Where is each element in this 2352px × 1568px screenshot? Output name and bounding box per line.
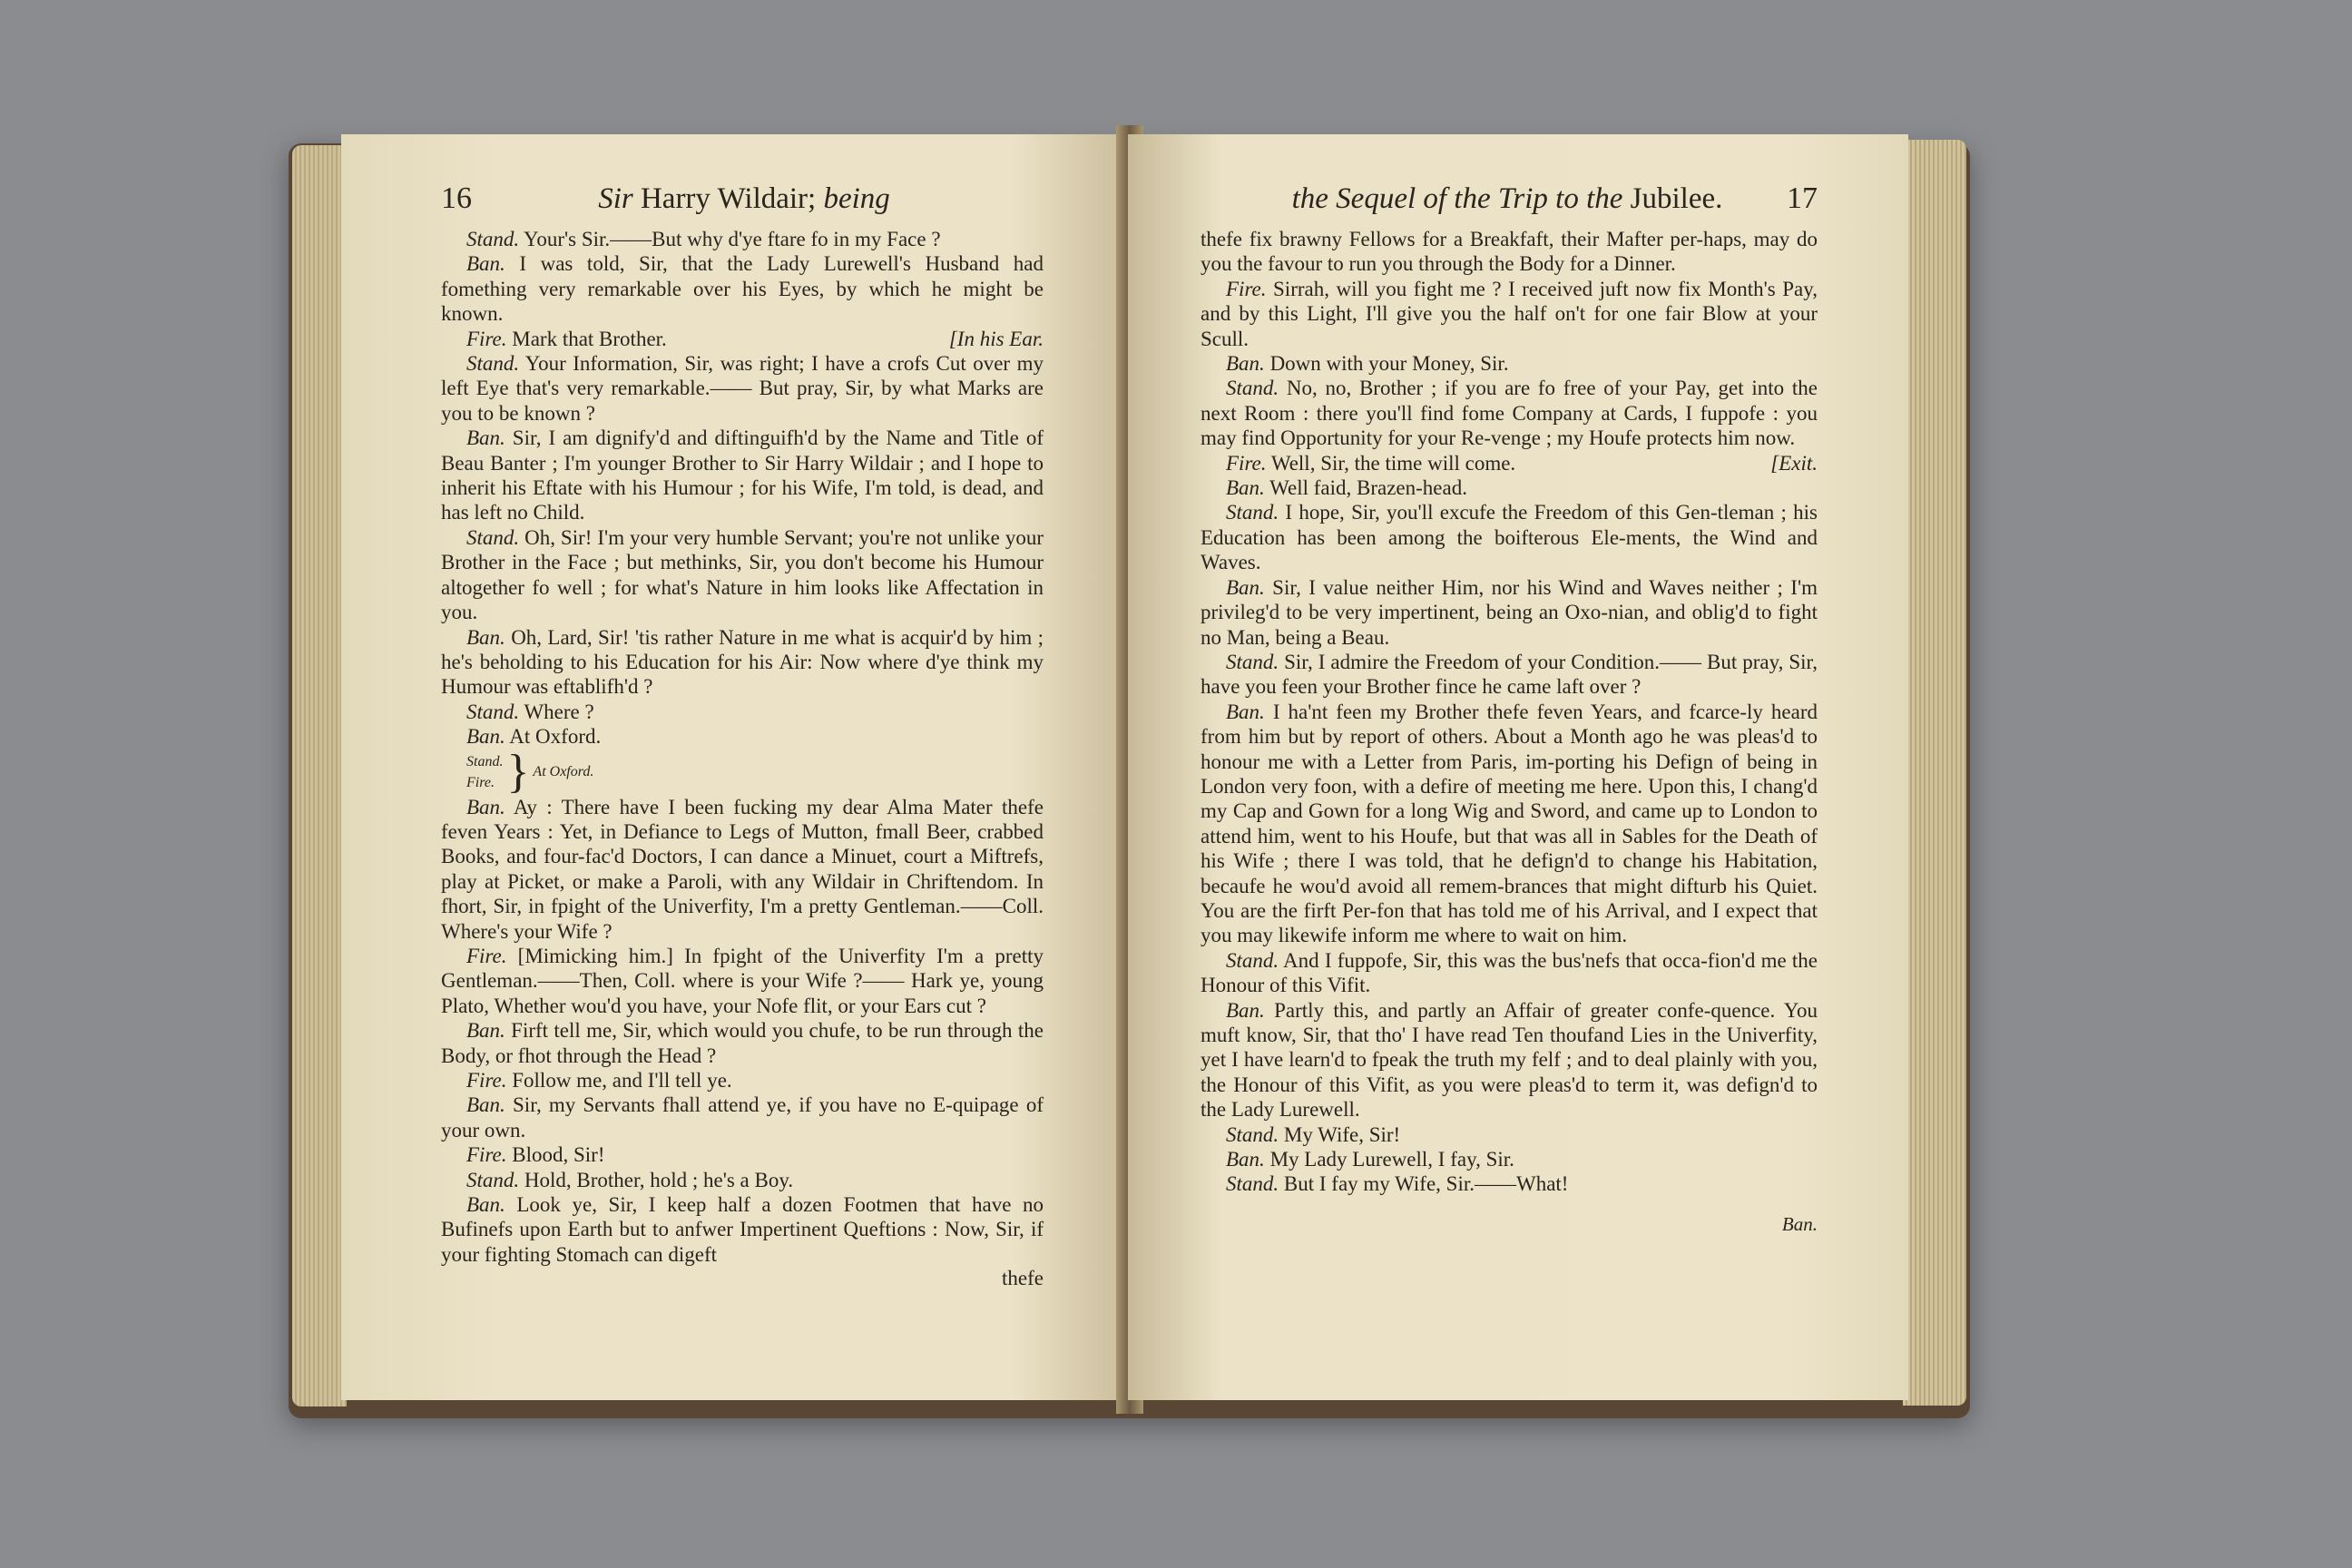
speech-line bbox=[1200, 376, 1818, 450]
speech-text: Sir, I admire the Freedom of your Condition.—— But pray, Sir, have you feen your Brother fince he came laft over ? bbox=[1200, 650, 1818, 699]
speech-line bbox=[1200, 500, 1818, 574]
speech-line bbox=[1200, 451, 1818, 475]
speaker-name: Stand. bbox=[466, 228, 520, 250]
speaker-name: Stand. bbox=[1226, 1122, 1279, 1146]
speech-text: Blood, Sir! bbox=[506, 1143, 605, 1167]
speaker-name: Stand. bbox=[466, 1168, 520, 1191]
speaker-name: Stand. bbox=[1226, 1172, 1279, 1196]
speech-line bbox=[1200, 1171, 1818, 1196]
speech-line bbox=[441, 795, 1044, 944]
speech-text: Well, Sir, the time will come. bbox=[1266, 451, 1516, 475]
speaker-name: Ban. bbox=[466, 1019, 505, 1043]
speech-text: Where ? bbox=[519, 700, 594, 723]
speech-text: And I fuppofe, Sir, this was the bus'nefs that occa-fion'd me the Honour of this Vifit. bbox=[1200, 948, 1818, 997]
speech-text: At Oxford. bbox=[505, 725, 602, 749]
speech-line bbox=[1200, 1122, 1818, 1147]
speech-line bbox=[441, 525, 1044, 625]
left-page bbox=[341, 134, 1131, 1400]
speech-text: Sirrah, will you fight me ? I received juft now fix Month's Pay, and by this Light, I'll give you the half on't for one fair Blow at your Scull. bbox=[1200, 277, 1818, 350]
speech-text: Sir, I am dignify'd and diftinguifh'd by the Name and Title of Beau Banter ; I'm younger Brother to Sir Harry Wildair ; and I hope to inherit his Eftate with his Humour ; for his Wife, I'm told, is dead, and has left no Child. bbox=[441, 426, 1044, 524]
speech-text: thefe fix brawny Fellows for a Breakfaft, their Mafter per-haps, may do you the favour to run you through the Body for a Dinner. bbox=[1200, 228, 1818, 276]
speaker-name: Ban. bbox=[466, 625, 505, 649]
speaker-name: Stand. bbox=[466, 352, 520, 376]
speech-line bbox=[1200, 227, 1818, 277]
speech-text: No, no, Brother ; if you are fo free of your Pay, get into the next Room : there you'll find fome Company at Cards, I fuppofe : you may find Opportunity for your Re-venge ; my Houfe protects him now. bbox=[1200, 377, 1818, 450]
speech-line bbox=[441, 227, 1044, 251]
brace-glyph: } bbox=[506, 745, 530, 798]
speech-line bbox=[441, 1168, 1044, 1192]
speech-text: I hope, Sir, you'll excufe the Freedom of this Gen-tleman ; his Education has been among the boifterous Ele-ments, the Wind and Waves. bbox=[1200, 501, 1818, 574]
speaker-name: Stand. bbox=[1226, 501, 1279, 524]
speech-line bbox=[1200, 948, 1818, 998]
speech-text: Down with your Money, Sir. bbox=[1264, 352, 1509, 376]
speaker-name: Ban. bbox=[1226, 476, 1265, 500]
left-running-head bbox=[441, 181, 1044, 216]
speaker-name: Stand. bbox=[1226, 948, 1279, 972]
speech-text: My Wife, Sir! bbox=[1279, 1122, 1401, 1146]
speech-line bbox=[441, 426, 1044, 525]
speech-line bbox=[441, 700, 1044, 724]
brace-text: At Oxford. bbox=[533, 763, 594, 779]
right-page-text bbox=[1200, 227, 1818, 1197]
speech-line bbox=[441, 327, 1044, 351]
open-book bbox=[289, 125, 1970, 1423]
speaker-name: Ban. bbox=[466, 795, 505, 818]
speech-line bbox=[441, 1192, 1044, 1267]
page-edges-right bbox=[1903, 140, 1966, 1406]
speaker-name: Ban. bbox=[466, 1193, 505, 1217]
speech-text: Sir, I value neither Him, nor his Wind and Waves neither ; I'm privileg'd to be very impertinent, being an Oxo-nian, and oblig'd to fight no Man, being a Beau. bbox=[1200, 575, 1818, 649]
speech-line bbox=[441, 625, 1044, 700]
speech-text: I ha'nt feen my Brother thefe feven Years, and fcarce-ly heard from him but by report of others. About a Month ago he was pleas'd to honour me with a Letter from Paris, im-porting his Defign of being in London very foon, with a defire of meeting me here. Upon this, I chang'd my Cap and Gown for a long Wig and Sword, and came up to London to attend him, went to his Houfe, but that was all in Sables for the Death of his Wife ; there I was told, that he defign'd to change his Habitation, becaufe he wou'd avoid all remem-brances that might difturb his Quiet. You are the firft Per-fon that has told me of his Arrival, and I expect that you may likewife inform me where to wait on him. bbox=[1200, 700, 1818, 947]
right-catchword: Ban. bbox=[1781, 1212, 1818, 1235]
speech-text: Partly this, and partly an Affair of greater confe-quence. You muft know, Sir, that tho' I have read Ten thoufand Lies in the Univerfity, yet I have learn'd to fpeak the truth my felf ; and to deal plainly with you, the Honour of this Vifit, as you were pleas'd to term it, was defign'd to the Lady Lurewell. bbox=[1200, 998, 1818, 1122]
brace-speech bbox=[466, 745, 1044, 798]
speech-line bbox=[1200, 650, 1818, 700]
speech-text: Ay : There have I been fucking my dear Alma Mater thefe feven Years : Yet, in Defiance to Legs of Mutton, fmall Beer, crabbed Books, and four-fac'd Doctors, I can dance a Minuet, court a Miftrefs, play at Picket, or make a Paroli, with any Wildair in Chriftendom. In fhort, Sir, in fpight of the Univerfity, I'm a pretty Gentleman.——Coll. Where's your Wife ? bbox=[441, 795, 1044, 943]
speaker-name: Ban. bbox=[466, 1093, 505, 1117]
speech-line bbox=[441, 1068, 1044, 1093]
speech-text: Follow me, and I'll tell ye. bbox=[506, 1069, 732, 1092]
speech-text: Sir, my Servants fhall attend ye, if you have no E-quipage of your own. bbox=[441, 1093, 1044, 1142]
speech-line bbox=[1200, 575, 1818, 650]
speech-text: Well faid, Brazen-head. bbox=[1264, 476, 1467, 500]
speaker-name: Stand. bbox=[1226, 650, 1279, 673]
speaker-name: Fire. bbox=[466, 1069, 507, 1092]
speaker-name: Ban. bbox=[1226, 700, 1265, 723]
speaker-name: Fire. bbox=[1226, 451, 1267, 475]
speaker-name: Ban. bbox=[1226, 1148, 1265, 1171]
right-page bbox=[1128, 134, 1908, 1400]
speech-line bbox=[441, 724, 1044, 749]
speech-text: [Mimicking him.] In fpight of the Univerfity I'm a pretty Gentleman.——Then, Coll. where is your Wife ?—— Hark ye, young Plato, Whether wou'd you have, your Nofe flit, or your Ears cut ? bbox=[441, 944, 1044, 1017]
speaker-name: Ban. bbox=[466, 725, 505, 749]
right-page-number: 17 bbox=[1787, 181, 1818, 215]
speech-line bbox=[1200, 277, 1818, 351]
right-head-title: the Sequel of the Trip to the Jubilee. bbox=[1291, 182, 1723, 215]
speech-text: Firft tell me, Sir, which would you chufe, to be run through the Body, or fhot through the Head ? bbox=[441, 1019, 1044, 1067]
speech-text: But I fay my Wife, Sir.——What! bbox=[1279, 1172, 1569, 1196]
left-page-text bbox=[441, 227, 1044, 750]
speech-text: My Lady Lurewell, I fay, Sir. bbox=[1264, 1148, 1514, 1171]
speech-text: Hold, Brother, hold ; he's a Boy. bbox=[519, 1168, 794, 1191]
speech-line bbox=[441, 944, 1044, 1018]
speech-line bbox=[1200, 1147, 1818, 1171]
speaker-name: Fire. bbox=[466, 944, 507, 967]
stage-direction: [In his Ear. bbox=[948, 327, 1044, 350]
speaker-name: Fire. bbox=[466, 327, 507, 350]
speaker-name: Stand. bbox=[1226, 377, 1279, 400]
brace-speakers: Stand. Fire. bbox=[466, 753, 504, 790]
speaker-name: Ban. bbox=[466, 426, 505, 450]
left-head-title: Sir Harry Wildair; being bbox=[598, 182, 890, 215]
speech-line bbox=[441, 1142, 1044, 1167]
speaker-name: Fire. bbox=[466, 1143, 507, 1167]
speech-text: Oh, Sir! I'm your very humble Servant; you're not unlike your Brother in the Face ; but methinks, Sir, you don't become his Humour altogether fo well ; for what's Nature in him looks like Affectation in you. bbox=[441, 525, 1044, 624]
speech-text: Your Information, Sir, was right; I have a crofs Cut over my left Eye that's very remarkable.—— But pray, Sir, by what Marks are you to be known ? bbox=[441, 352, 1044, 425]
right-running-head bbox=[1200, 181, 1818, 216]
left-catchword: thefe bbox=[1002, 1267, 1044, 1290]
speech-line bbox=[441, 251, 1044, 326]
speaker-name: Ban. bbox=[1226, 998, 1265, 1022]
speaker-name: Fire. bbox=[1226, 277, 1267, 300]
speech-line bbox=[1200, 998, 1818, 1122]
page-edges-left bbox=[292, 145, 347, 1406]
speech-text: Mark that Brother. bbox=[506, 327, 667, 350]
speech-line bbox=[1200, 475, 1818, 500]
speech-text: I was told, Sir, that the Lady Lurewell's Husband had fomething very remarkable over his Eyes, by which he might be known. bbox=[441, 252, 1044, 326]
speaker-name: Ban. bbox=[1226, 575, 1265, 599]
speaker-name: Stand. bbox=[466, 525, 520, 549]
left-page-text-continued bbox=[441, 795, 1044, 1268]
speech-line bbox=[1200, 700, 1818, 948]
left-page-number: 16 bbox=[441, 181, 472, 215]
speech-text: Look ye, Sir, I keep half a dozen Footmen that have no Bufinefs upon Earth but to anfwer Impertinent Queftions : Now, Sir, if your fighting Stomach can digeft bbox=[441, 1193, 1044, 1266]
speaker-name: Stand. bbox=[466, 700, 520, 723]
speaker-name: Ban. bbox=[1226, 352, 1265, 376]
speech-line bbox=[441, 1093, 1044, 1142]
speech-text: Oh, Lard, Sir! 'tis rather Nature in me what is acquir'd by him ; he's beholding to his Education for his Air: Now where d'ye think my Humour was eftablifh'd ? bbox=[441, 625, 1044, 699]
stage-direction: [Exit. bbox=[1770, 451, 1818, 475]
speech-text: Your's Sir.——But why d'ye ftare fo in my Face ? bbox=[519, 228, 941, 250]
speech-line bbox=[441, 1018, 1044, 1068]
speaker-name: Ban. bbox=[466, 252, 505, 276]
speech-line bbox=[441, 351, 1044, 426]
speech-line bbox=[1200, 351, 1818, 376]
